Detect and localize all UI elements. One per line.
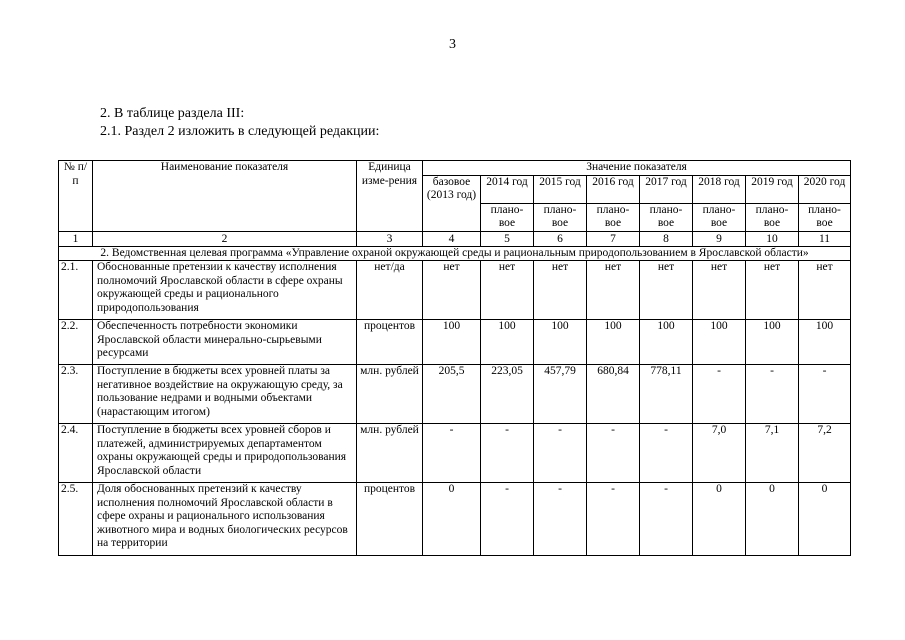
row-value: 680,84 xyxy=(587,365,640,424)
row-value: нет xyxy=(587,261,640,320)
row-num: 2.3. xyxy=(59,365,93,424)
row-value: 0 xyxy=(693,483,746,556)
row-value: 7,0 xyxy=(693,424,746,483)
row-unit: млн. рублей xyxy=(357,424,423,483)
row-value: нет xyxy=(423,261,481,320)
col-number: 10 xyxy=(746,231,799,246)
row-value: 100 xyxy=(534,320,587,365)
row-value: 778,11 xyxy=(640,365,693,424)
table-row xyxy=(59,261,851,320)
row-value: 457,79 xyxy=(534,365,587,424)
header-base: базовое (2013 год) xyxy=(423,175,481,231)
row-value: 0 xyxy=(746,483,799,556)
row-num: 2.2. xyxy=(59,320,93,365)
row-value: 100 xyxy=(693,320,746,365)
col-number: 1 xyxy=(59,231,93,246)
row-value: 7,1 xyxy=(746,424,799,483)
indicators-table xyxy=(58,160,851,556)
col-number: 2 xyxy=(93,231,357,246)
header-plan: плано-вое xyxy=(534,203,587,231)
row-value: 100 xyxy=(587,320,640,365)
row-value: 205,5 xyxy=(423,365,481,424)
row-value: - xyxy=(423,424,481,483)
col-number: 7 xyxy=(587,231,640,246)
header-year: 2014 год xyxy=(481,175,534,203)
table-row xyxy=(59,424,851,483)
row-value: - xyxy=(481,483,534,556)
row-value: нет xyxy=(693,261,746,320)
row-name: Доля обоснованных претензий к качеству исполнения полномочий Ярославской области в сфере охраны и рационального использования животного мира и водных биологических ресурсов на территории xyxy=(93,483,357,556)
header-name: Наименование показателя xyxy=(93,161,357,232)
row-value: - xyxy=(587,483,640,556)
row-value: 100 xyxy=(423,320,481,365)
col-number: 3 xyxy=(357,231,423,246)
row-value: нет xyxy=(481,261,534,320)
row-value: 0 xyxy=(423,483,481,556)
header-year: 2019 год xyxy=(746,175,799,203)
header-num: № п/п xyxy=(59,161,93,232)
row-value: 100 xyxy=(799,320,851,365)
row-value: 100 xyxy=(746,320,799,365)
row-value: нет xyxy=(534,261,587,320)
row-value: - xyxy=(534,424,587,483)
row-value: 100 xyxy=(640,320,693,365)
row-name: Обеспеченность потребности экономики Ярославской области минерально-сырьевыми ресурсами xyxy=(93,320,357,365)
row-name: Поступление в бюджеты всех уровней платы за негативное воздействие на окружающую среду, за пользование недрами и водными объектами (нарастающим итогом) xyxy=(93,365,357,424)
header-plan: плано-вое xyxy=(481,203,534,231)
row-num: 2.4. xyxy=(59,424,93,483)
table-row xyxy=(59,483,851,556)
row-value: нет xyxy=(746,261,799,320)
row-unit: млн. рублей xyxy=(357,365,423,424)
header-unit: Единица изме-рения xyxy=(357,161,423,232)
header-year: 2018 год xyxy=(693,175,746,203)
row-value: - xyxy=(481,424,534,483)
table-row xyxy=(59,320,851,365)
header-year: 2016 год xyxy=(587,175,640,203)
row-value: - xyxy=(587,424,640,483)
header-year: 2017 год xyxy=(640,175,693,203)
col-number: 6 xyxy=(534,231,587,246)
row-value: - xyxy=(799,365,851,424)
row-value: - xyxy=(640,424,693,483)
row-value: - xyxy=(746,365,799,424)
page-number: 3 xyxy=(449,37,456,52)
header-plan: плано-вое xyxy=(693,203,746,231)
col-number: 4 xyxy=(423,231,481,246)
row-num: 2.5. xyxy=(59,483,93,556)
row-unit: нет/да xyxy=(357,261,423,320)
header-plan: плано-вое xyxy=(640,203,693,231)
header-year: 2015 год xyxy=(534,175,587,203)
row-unit: процентов xyxy=(357,483,423,556)
row-value: 223,05 xyxy=(481,365,534,424)
paragraph-section-edit: 2.1. Раздел 2 изложить в следующей редакции: xyxy=(100,124,380,139)
row-value: - xyxy=(534,483,587,556)
row-name: Обоснованные претензии к качеству исполнения полномочий Ярославской области в сфере охраны окружающей среды и рационального природопользования xyxy=(93,261,357,320)
header-values-group: Значение показателя xyxy=(423,161,851,176)
col-number: 5 xyxy=(481,231,534,246)
row-name: Поступление в бюджеты всех уровней сборов и платежей, администрируемых департаментом охраны окружающей среды и природопользования Ярославской области xyxy=(93,424,357,483)
row-value: нет xyxy=(799,261,851,320)
section-title: 2. Ведомственная целевая программа «Управление охраной окружающей среды и рациональным природопользованием в Ярославской области» xyxy=(59,246,851,261)
col-number: 8 xyxy=(640,231,693,246)
col-number: 9 xyxy=(693,231,746,246)
row-value: 0 xyxy=(799,483,851,556)
row-unit: процентов xyxy=(357,320,423,365)
header-year: 2020 год xyxy=(799,175,851,203)
header-plan: плано-вое xyxy=(746,203,799,231)
row-value: 7,2 xyxy=(799,424,851,483)
row-num: 2.1. xyxy=(59,261,93,320)
col-number: 11 xyxy=(799,231,851,246)
row-value: 100 xyxy=(481,320,534,365)
header-plan: плано-вое xyxy=(587,203,640,231)
paragraph-table-section: 2. В таблице раздела III: xyxy=(100,106,245,121)
row-value: - xyxy=(640,483,693,556)
row-value: - xyxy=(693,365,746,424)
table-row xyxy=(59,365,851,424)
header-plan: плано-вое xyxy=(799,203,851,231)
row-value: нет xyxy=(640,261,693,320)
